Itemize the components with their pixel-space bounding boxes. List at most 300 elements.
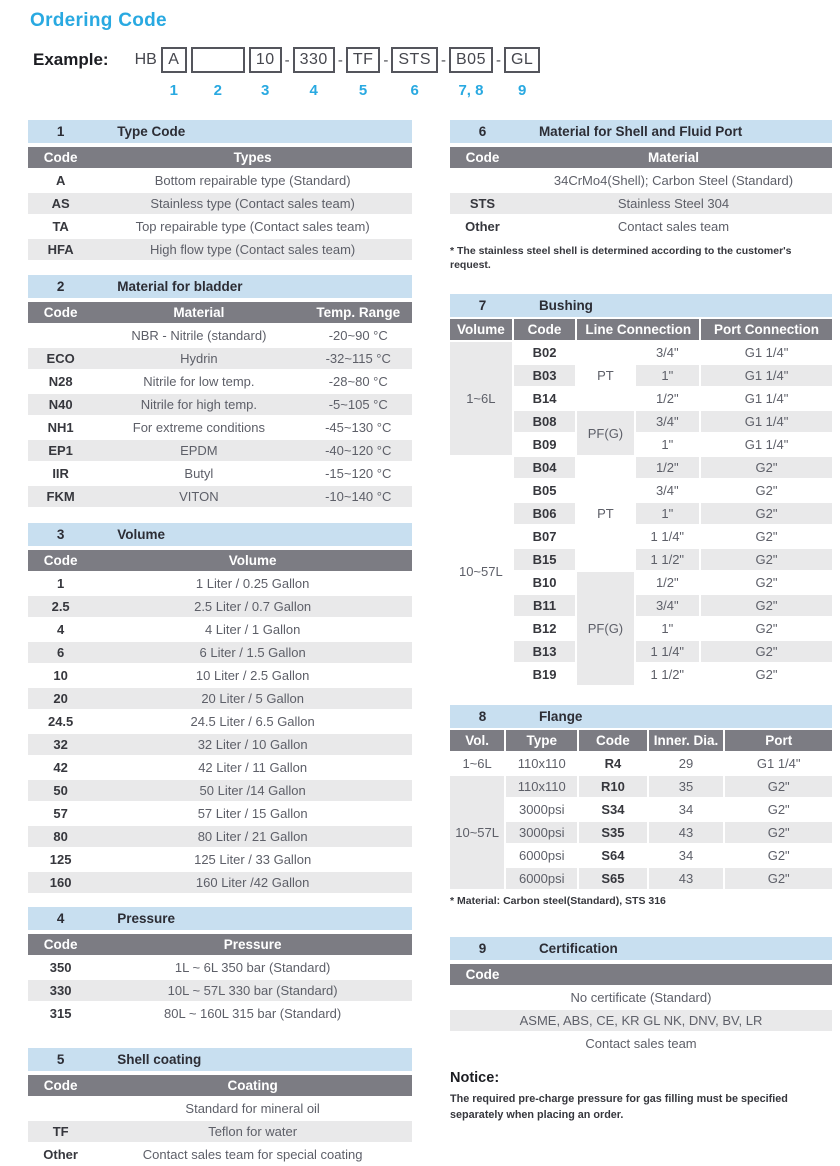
example-box-5: TF: [346, 47, 381, 73]
port-cell: G2": [701, 503, 832, 524]
code-cell: N40: [28, 394, 93, 415]
value-cell: Teflon for water: [93, 1121, 412, 1142]
code-cell: B05: [514, 480, 576, 501]
value-cell: 10L ~ 57L 330 bar (Standard): [93, 980, 412, 1001]
column-header: Code: [28, 934, 93, 955]
data-table: [28, 300, 412, 509]
data-table: [28, 1073, 412, 1166]
value-cell: 1 Liter / 0.25 Gallon: [195, 576, 310, 591]
table-title: Shell coating: [117, 1052, 202, 1067]
line-size-cell: 1/2": [636, 572, 700, 593]
value-cell: High flow type (Contact sales team): [93, 239, 412, 260]
table-header-bar: [28, 907, 412, 930]
type-cell: 6000psi: [506, 868, 577, 889]
inner-dia-cell: 34: [649, 845, 724, 866]
column-header-row: [450, 964, 832, 985]
value-cell: Standard for mineral oil: [185, 1101, 320, 1116]
code-cell: B04: [514, 457, 576, 478]
port-cell: G2": [701, 549, 832, 570]
code-cell: STS: [450, 193, 515, 214]
port-cell: G2": [701, 457, 832, 478]
example-number: 2: [213, 82, 222, 99]
value-cell: -40~120 °C: [304, 440, 412, 461]
value-cell: 1L ~ 6L 350 bar (Standard): [174, 960, 331, 975]
column-header: Volume: [93, 550, 412, 571]
table-number: 1: [56, 124, 65, 139]
code-cell: 315: [49, 1006, 72, 1021]
table-footnote: * Material: Carbon steel(Standard), STS 316: [450, 895, 666, 908]
example-box-3: 10: [249, 47, 282, 73]
table-row: [450, 799, 832, 820]
data-table: [28, 548, 412, 895]
table-row: [450, 776, 832, 797]
table-row: [28, 486, 412, 507]
table-row: [28, 872, 412, 893]
value-cell: Contact sales team for special coating: [142, 1147, 363, 1162]
table-number: 8: [478, 709, 487, 725]
left-column: [28, 120, 412, 1166]
type-cell: 110x110: [506, 776, 577, 797]
code-cell: 32: [28, 734, 93, 755]
inner-dia-cell: 29: [649, 753, 724, 774]
line-size-cell: 3/4": [636, 480, 700, 501]
value-cell: 6 Liter / 1.5 Gallon: [93, 642, 412, 663]
column-header: Port: [725, 730, 832, 751]
table-row: [28, 325, 412, 346]
table-row: [28, 957, 412, 978]
value-cell: Stainless Steel 304: [515, 193, 832, 214]
dash-glyph: -: [337, 51, 343, 69]
column-header-row: [450, 319, 832, 340]
table-row: [28, 371, 412, 392]
code-cell: TF: [28, 1121, 93, 1142]
port-cell: G1 1/4": [701, 434, 832, 455]
value-cell: -45~130 °C: [325, 420, 392, 435]
line-size-cell: 3/4": [636, 342, 700, 363]
code-cell: TA: [52, 219, 69, 234]
column-header-row: [28, 550, 412, 571]
example-segment: [249, 46, 282, 99]
table-row: [28, 440, 412, 461]
line-size-cell: 3/4": [636, 411, 700, 432]
table-row: [450, 753, 832, 774]
table-row: [28, 757, 412, 778]
code-cell: [28, 1098, 93, 1119]
table-row: [28, 573, 412, 594]
table-title: Type Code: [117, 124, 186, 139]
table-title: Material for Shell and Fluid Port: [538, 124, 743, 139]
notice-title: Notice:: [450, 1069, 500, 1086]
code-cell: 80: [28, 826, 93, 847]
table-row: [450, 987, 832, 1008]
example-number: 7, 8: [458, 82, 484, 99]
table-header-bar: [28, 523, 412, 546]
table-row: [28, 1144, 412, 1165]
code-cell: S64: [579, 845, 646, 866]
value-cell: 2.5 Liter / 0.7 Gallon: [93, 596, 412, 617]
table-number: 3: [56, 527, 65, 542]
value-cell: 32 Liter / 10 Gallon: [93, 734, 412, 755]
code-cell: 6: [28, 642, 93, 663]
volume-cell: 1~6L: [450, 753, 504, 774]
column-header: Line Connection: [577, 319, 699, 340]
table-title: Bushing: [538, 298, 593, 314]
line-size-cell: 1": [636, 503, 700, 524]
column-header: Port Connection: [701, 319, 832, 340]
column-header-row: [450, 730, 832, 751]
table-pressure: [28, 907, 412, 1026]
port-cell: G2": [725, 776, 832, 797]
code-cell: Other: [465, 219, 500, 234]
code-cell: 24.5: [47, 714, 74, 729]
table-flange: [450, 705, 832, 909]
table-number: 9: [478, 940, 487, 956]
table-row: [28, 170, 412, 191]
table-row: [450, 342, 832, 363]
inner-dia-cell: 43: [649, 868, 724, 889]
column-header: Material: [515, 147, 832, 168]
table-row: [28, 803, 412, 824]
code-cell: IIR: [52, 466, 69, 481]
line-size-cell: 1/2": [636, 388, 700, 409]
table-row: [450, 845, 832, 866]
code-cell: S34: [579, 799, 646, 820]
code-cell: B12: [514, 618, 576, 639]
table-header-bar: [28, 1048, 412, 1071]
value-cell: 20 Liter / 5 Gallon: [93, 688, 412, 709]
example-code-segments: [133, 46, 543, 99]
table-shell-coating: [28, 1048, 412, 1166]
table-row: [28, 780, 412, 801]
dash-glyph: -: [495, 51, 501, 69]
example-dash: [383, 46, 388, 82]
inner-dia-cell: 34: [649, 799, 724, 820]
table-row: [28, 193, 412, 214]
value-cell: 42 Liter / 11 Gallon: [198, 760, 308, 775]
table-row: [28, 216, 412, 237]
table-row: [450, 170, 832, 191]
example-dash: [441, 46, 446, 82]
value-cell: For extreme conditions: [132, 420, 265, 435]
table-row: [450, 1033, 832, 1054]
table-row: [28, 619, 412, 640]
code-cell: B08: [514, 411, 576, 432]
column-header: Pressure: [93, 934, 412, 955]
example-box-6: STS: [391, 47, 438, 73]
table-row: [28, 394, 412, 415]
code-cell: B13: [514, 641, 576, 662]
example-number: 5: [358, 82, 368, 99]
type-cell: 110x110: [506, 753, 577, 774]
table-title: Volume: [117, 527, 166, 542]
code-cell: 2.5: [28, 596, 93, 617]
column-header-row: [28, 934, 412, 955]
column-header: Code: [28, 147, 93, 168]
data-table: [448, 728, 834, 891]
value-cell: Contact sales team: [585, 1035, 697, 1051]
table-header-bar: [28, 120, 412, 143]
type-cell: 3000psi: [506, 822, 577, 843]
table-title: Material for bladder: [117, 279, 243, 294]
code-cell: HFA: [28, 239, 93, 260]
dash-glyph: -: [383, 51, 389, 69]
value-cell: 4 Liter / 1 Gallon: [204, 622, 301, 637]
code-cell: 10: [53, 668, 68, 683]
line-type-cell: PT: [577, 457, 633, 570]
column-header: Vol.: [450, 730, 504, 751]
code-cell: B15: [514, 549, 576, 570]
example-segment: [504, 46, 540, 99]
value-cell: 125 Liter / 33 Gallon: [194, 852, 312, 867]
value-cell: -15~120 °C: [325, 466, 392, 481]
value-cell: 24.5 Liter / 6.5 Gallon: [190, 714, 315, 729]
table-row: [28, 826, 412, 847]
table-row: [28, 463, 412, 484]
code-cell: B03: [514, 365, 576, 386]
example-dash: [496, 46, 501, 82]
example-box-8: GL: [504, 47, 540, 73]
value-cell: Bottom repairable type (Standard): [154, 173, 351, 188]
volume-cell: 10~57L: [450, 776, 504, 889]
code-cell: 330: [28, 980, 93, 1001]
value-cell: 160 Liter /42 Gallon: [93, 872, 412, 893]
code-cell: FKM: [28, 486, 93, 507]
table-header-bar: [450, 705, 832, 728]
example-prefix-text: HB: [134, 51, 157, 68]
code-cell: 1: [57, 576, 65, 591]
value-cell: NBR - Nitrile (standard): [131, 328, 267, 343]
example-number: 4: [309, 82, 318, 99]
table-row: [28, 348, 412, 369]
value-cell: Nitrile for high temp.: [93, 394, 304, 415]
table-certification: [450, 937, 832, 1056]
code-cell: 57: [53, 806, 68, 821]
table-row: [28, 417, 412, 438]
code-cell: 4: [57, 622, 65, 637]
value-cell: Contact sales team: [617, 219, 730, 234]
code-cell: B07: [514, 526, 576, 547]
value-cell: -10~140 °C: [304, 486, 412, 507]
data-table: [448, 317, 834, 687]
table-bushing: [450, 294, 832, 685]
table-footnote: * The stainless steel shell is determined according to the customer's request.: [450, 245, 792, 271]
table-row: [28, 734, 412, 755]
line-size-cell: 3/4": [636, 595, 700, 616]
inner-dia-cell: 43: [649, 822, 724, 843]
column-header: Inner. Dia.: [649, 730, 724, 751]
port-cell: G1 1/4": [701, 365, 832, 386]
code-cell: B06: [514, 503, 576, 524]
line-size-cell: 1": [636, 618, 700, 639]
value-cell: 80 Liter / 21 Gallon: [93, 826, 412, 847]
table-row: [28, 596, 412, 617]
code-cell: B19: [514, 664, 576, 685]
type-cell: 3000psi: [506, 799, 577, 820]
line-size-cell: 1/2": [636, 457, 700, 478]
example-segment: [191, 46, 245, 99]
example-prefix: [135, 46, 157, 82]
value-cell: 80L ~ 160L 315 bar (Standard): [164, 1006, 342, 1021]
code-cell: 20: [28, 688, 93, 709]
table-row: [28, 1098, 412, 1119]
example-number: 6: [410, 82, 419, 99]
data-table: [28, 932, 412, 1026]
code-cell: 42: [53, 760, 68, 775]
table-header-bar: [450, 294, 832, 317]
value-cell: 10 Liter / 2.5 Gallon: [195, 668, 310, 683]
port-cell: G2": [701, 595, 832, 616]
column-header-row: [28, 147, 412, 168]
line-size-cell: 1 1/4": [636, 641, 700, 662]
data-table: [450, 145, 832, 239]
code-cell: 160: [28, 872, 93, 893]
column-header: [515, 964, 832, 985]
line-type-cell: PT: [577, 342, 633, 409]
table-title: Pressure: [117, 911, 176, 926]
port-cell: G2": [725, 845, 832, 866]
example-segment: [449, 46, 493, 99]
value-cell: ASME, ABS, CE, KR GL NK, DNV, BV, LR: [450, 1010, 832, 1031]
table-row: [28, 1003, 412, 1024]
inner-dia-cell: 35: [649, 776, 724, 797]
table-row: [28, 980, 412, 1001]
code-cell: EP1: [28, 440, 93, 461]
code-cell: S35: [579, 822, 646, 843]
data-table: [450, 962, 832, 1056]
example-number: 9: [517, 82, 527, 99]
example-segment: [346, 46, 381, 99]
table-row: [450, 868, 832, 889]
port-cell: G2": [701, 526, 832, 547]
table-row: [450, 216, 832, 237]
code-cell: 125: [49, 852, 72, 867]
table-type-code: [28, 120, 412, 262]
code-cell: R4: [579, 753, 646, 774]
code-cell: AS: [28, 193, 93, 214]
line-size-cell: 1 1/4": [636, 526, 700, 547]
data-table: [28, 145, 412, 262]
code-cell: 50: [28, 780, 93, 801]
table-header-bar: [450, 120, 832, 143]
table-volume: [28, 523, 412, 895]
port-cell: G2": [701, 572, 832, 593]
column-header: Type: [506, 730, 577, 751]
table-header-bar: [450, 937, 832, 960]
value-cell: VITON: [93, 486, 304, 507]
column-header-row: [28, 302, 412, 323]
example-number: 3: [261, 82, 270, 99]
code-cell: B02: [514, 342, 576, 363]
table-row: [28, 642, 412, 663]
code-cell: B14: [514, 388, 576, 409]
line-size-cell: 1": [636, 365, 700, 386]
table-shell-material: [450, 120, 832, 272]
port-cell: G2": [725, 799, 832, 820]
table-number: 4: [56, 911, 65, 926]
value-cell: -5~105 °C: [304, 394, 412, 415]
column-header: Coating: [93, 1075, 412, 1096]
example-number: 1: [169, 82, 178, 99]
line-size-cell: 1 1/2": [636, 664, 700, 685]
line-size-cell: 1 1/2": [636, 549, 700, 570]
value-cell: Nitrile for low temp.: [143, 374, 255, 389]
port-cell: G2": [725, 822, 832, 843]
table-columns: [28, 120, 832, 1166]
value-cell: -28~80 °C: [328, 374, 388, 389]
right-column: [450, 120, 832, 1123]
port-cell: G1 1/4": [701, 411, 832, 432]
code-cell: [28, 325, 93, 346]
value-cell: EPDM: [93, 440, 304, 461]
value-cell: -20~90 °C: [328, 328, 388, 343]
table-number: 7: [478, 298, 487, 314]
column-header: Types: [93, 147, 412, 168]
table-row: [28, 711, 412, 732]
example-box-4: 330: [293, 47, 335, 73]
column-header: Code: [28, 550, 93, 571]
code-cell: S65: [579, 868, 646, 889]
table-row: [28, 688, 412, 709]
table-number: 6: [478, 124, 487, 139]
example-segment: [161, 46, 187, 99]
line-type-cell: PF(G): [577, 411, 633, 455]
column-header: Volume: [450, 319, 512, 340]
code-cell: [450, 170, 515, 191]
table-row: [28, 1121, 412, 1142]
code-cell: ECO: [28, 348, 93, 369]
table-row: [450, 1010, 832, 1031]
dash-glyph: -: [441, 51, 446, 69]
code-cell: Other: [43, 1147, 78, 1162]
column-header: Code: [450, 964, 515, 985]
column-header: Code: [514, 319, 576, 340]
table-number: 5: [56, 1052, 65, 1067]
volume-cell: 10~57L: [450, 457, 512, 685]
example-dash: [338, 46, 343, 82]
table-row: [450, 822, 832, 843]
table-title: Flange: [538, 709, 583, 725]
table-number: 2: [56, 279, 65, 294]
value-cell: 34CrMo4(Shell); Carbon Steel (Standard): [553, 173, 794, 188]
code-cell: NH1: [47, 420, 74, 435]
column-header: Code: [579, 730, 646, 751]
column-header: Code: [28, 302, 93, 323]
table-row: [450, 457, 832, 478]
dash-glyph: -: [284, 51, 290, 69]
value-cell: 57 Liter / 15 Gallon: [197, 806, 308, 821]
value-cell: Hydrin: [93, 348, 304, 369]
column-header-row: [450, 147, 832, 168]
port-cell: G2": [701, 641, 832, 662]
table-title: Certification: [538, 940, 618, 956]
port-cell: G1 1/4": [725, 753, 832, 774]
code-cell: R10: [579, 776, 646, 797]
code-cell: 350: [49, 960, 72, 975]
code-cell: B11: [514, 595, 576, 616]
port-cell: G1 1/4": [701, 342, 832, 363]
port-cell: G2": [701, 480, 832, 501]
volume-cell: 1~6L: [450, 342, 512, 455]
value-cell: No certificate (Standard): [570, 989, 712, 1005]
code-cell: A: [55, 173, 66, 188]
table-header-bar: [28, 275, 412, 298]
line-type-cell: PF(G): [577, 572, 633, 685]
line-size-cell: 1": [636, 434, 700, 455]
example-segment: [293, 46, 335, 99]
ordering-example: [33, 46, 542, 99]
port-cell: G2": [725, 868, 832, 889]
type-cell: 6000psi: [506, 845, 577, 866]
